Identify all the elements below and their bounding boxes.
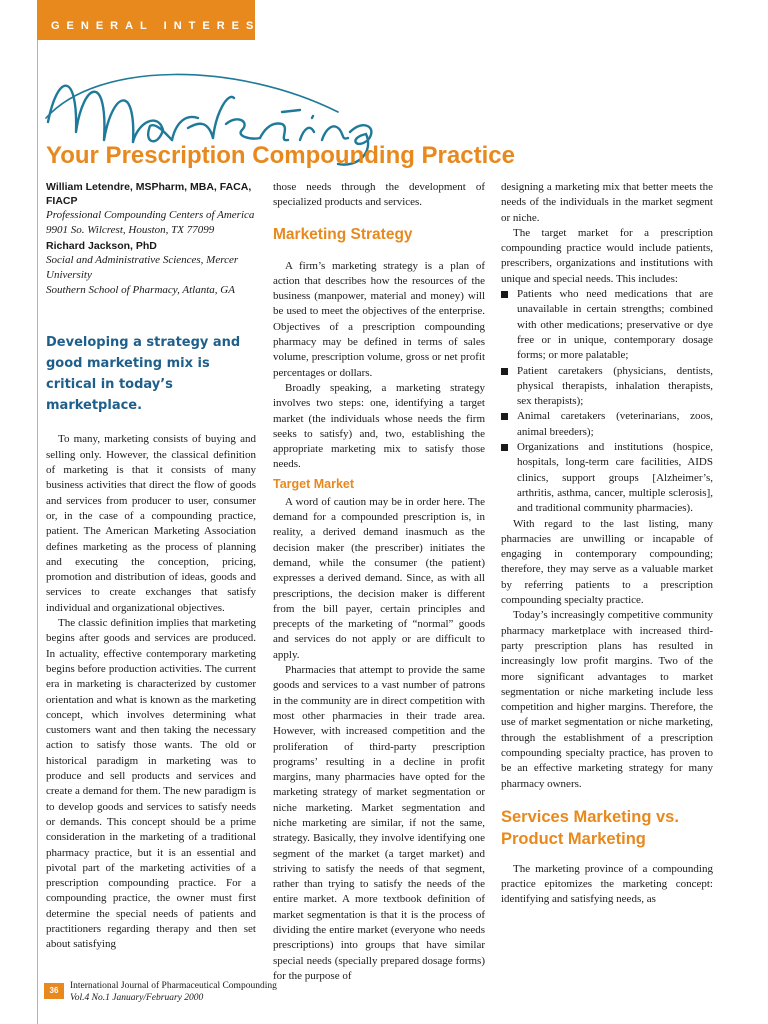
author-name: William Letendre, MSPharm, MBA, FACA, FIACP (46, 181, 252, 207)
bullet-square-icon (501, 413, 508, 420)
author-name: Richard Jackson, PhD (46, 239, 157, 252)
body-paragraph: those needs through the development of specialized products and services. (273, 181, 485, 209)
bullet-square-icon (501, 368, 508, 375)
author-affiliation: Social and Administrative Sciences, Mercer University (46, 253, 239, 281)
journal-issue: Vol.4 No.1 January/February 2000 (70, 993, 204, 1003)
body-paragraph: The marketing province of a compounding practice epitomizes the marketing concept: identifying and satisfying needs, as (501, 862, 713, 906)
journal-footer (70, 980, 277, 1004)
body-paragraph: With regard to the last listing, many pharmacies are unwilling or incapable of engaging in contemporary compounding; therefore, they may serve as a valuable market by referring patients to a prescription compounding specialty practice. (501, 517, 713, 607)
list-item: Patient caretakers (physicians, dentists, physical therapists, inhalation therapists, sex therapists); (501, 364, 713, 410)
body-paragraph: The classic definition implies that marketing begins after goods and services are produced. In actuality, effective contemporary marketing begins before production activities. The current era in marketing is characterized by customer orientation and what is known as the marketing concept, which involves determining what customers want and then taking the necessary action to satisfy those wants. The old or historical paradigm in marketing was to produce and sell products and services and create a demand for them. The new paradigm is to develop goods and services to satisfy needs or demands. This concept should be a prime consideration in the marketing of a traditional pharmacy practice, but it is an essential and pivotal part of the marketing activities of a prescription compounding practice. For a compounding practice, the owner must first determine the special needs of patients and practitioners regarding therapy and then set about satisfying (46, 617, 256, 951)
body-paragraph: Today’s increasingly competitive community pharmacy marketplace with increased third-party prescription plans has resulted in increasingly low profit margins. Two of the more significant advantages to market segmentation or niche marketing include less competition and higher margins. Therefore, the use of market segmentation or niche marketing, through the establishment of a prescription compounding specialty practice, has proven to be an effective marketing strategy for many pharmacy owners. (501, 609, 713, 790)
list-item: Patients who need medications that are unavailable in certain strengths; combined with other medications; preservative or dye free or in unique, contemporary dosage forms; or more palatable; (501, 287, 713, 363)
body-paragraph: To many, marketing consists of buying and selling only. However, the classical definition of marketing is that it consists of many business activities that direct the flow of goods and services from producer to user, consumer or, in the case of a compounding practice, patient. The American Marketing Association defines marketing as the process of planning and executing the conception, pricing, promotion and distribution of ideas, goods and services to create exchanges that satisfy individual and organizational objectives. (46, 433, 256, 614)
bullet-square-icon (501, 444, 508, 451)
body-paragraph: designing a marketing mix that better meets the needs of the individuals in the market segment or niche. (501, 181, 713, 224)
kicker-text: Developing a strategy and good marketing mix is critical in today’s marketplace. (46, 335, 241, 414)
body-paragraph: A word of caution may be in order here. The demand for a compounded prescription is, in reality, a derived demand inasmuch as the decision maker (the prescriber) initiates the demand, while the consumer (the patient) expresses a derived demand. Since, as with all prescriptions, the decision maker is different from the bill payer, certain principles and precepts of the marketing of “normal” goods and services do not apply or are difficult to apply. (273, 495, 485, 661)
subsection-heading: Target Market (273, 476, 355, 491)
section-heading: Services Marketing vs. Product Marketing (501, 807, 679, 848)
author-affiliation: Professional Compounding Centers of America (46, 209, 255, 221)
page-number: 36 (44, 983, 64, 999)
column-2 (273, 180, 485, 984)
article-headline: Your Prescription Compounding Practice (46, 142, 515, 169)
list-item: Organizations and institutions (hospice, hospitals, long-term care facilities, AIDS clinics, support groups [Alzheimer’s, arthritis, asthma, cancer, multiple sclerosis], and traditional community pharmacies). (501, 440, 713, 516)
journal-name: International Journal of Pharmaceutical Compounding (70, 981, 277, 991)
column-3 (501, 180, 713, 908)
bullet-square-icon (501, 291, 508, 298)
body-paragraph: Broadly speaking, a marketing strategy involves two steps: one, identifying a target market (the individuals whose needs the firm seeks to satisfy) and, two, establishing the appropriate marketing mix to satisfy those needs. (273, 381, 485, 471)
body-paragraph: The target market for a prescription compounding practice would include patients, prescribers, organizations and institutions with unique and special needs. This includes: (501, 226, 713, 285)
section-banner (37, 0, 275, 40)
section-heading: Marketing Strategy (273, 225, 413, 243)
author-address: 9901 So. Wilcrest, Houston, TX 77099 (46, 224, 215, 237)
bullet-list (501, 287, 713, 516)
body-paragraph: Pharmacies that attempt to provide the same goods and services to a vast number of patrons in the community are in direct competition with most other pharmacies in their trade area. However, with increased competition and the proliferation of third-party prescription programs’ resulting in a decline in profit margins, many pharmacies have opted for the marketing strategy of market segmentation or niche marketing. Market segmentation and niche marketing are similar, if not the same, strategy. Basically, they involve identifying one segment of the market (a target market) and striving to satisfy the needs of that segment, rather than trying to satisfy the needs of the entire market. A more textbook definition of market segmentation is that it is the process of dividing the entire market (everyone who needs prescriptions) into groups that have similar special needs (specially prepared dosage forms) for the purpose of (273, 664, 485, 982)
section-label: GENERAL INTEREST (51, 20, 275, 32)
author-address: Southern School of Pharmacy, Atlanta, GA (46, 284, 235, 297)
list-item: Animal caretakers (veterinarians, zoos, animal breeders); (501, 409, 713, 440)
body-paragraph: A firm’s marketing strategy is a plan of action that describes how the resources of the business (manpower, material and money) will be used to meet the objectives of the enterprise. Objectives of a prescription compounding pharmacy may be defined in terms of sales volume, prescription volume, gross or net profit percentages or dollars. (273, 259, 485, 379)
column-1 (46, 180, 256, 953)
margin-rule (37, 40, 38, 1024)
